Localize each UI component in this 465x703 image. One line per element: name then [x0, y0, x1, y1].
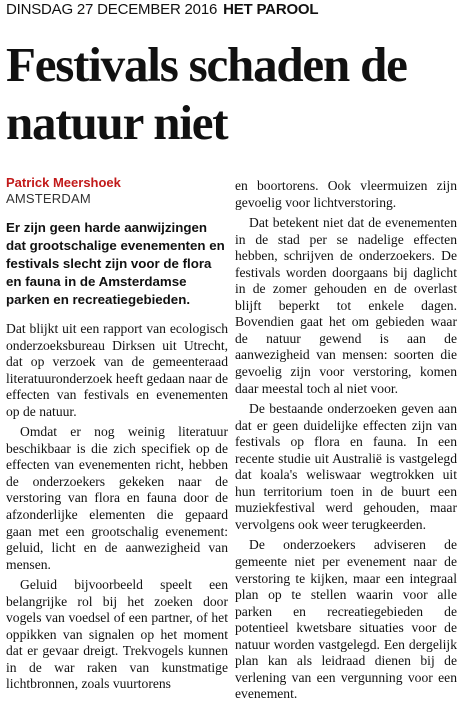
body-paragraph: Geluid bijvoorbeeld speelt een belangrijke rol bij het zoeken door vogels van voedsel of een partner, of het oppikken van signalen op het moment dat er gevaar dreigt. Trekvogels kunnen in de war raken van kunstmatige lichtbronnen, zoals vuurtorens — [6, 577, 228, 692]
article-lead: Er zijn geen harde aanwijzingen dat grootschalige evenementen en festivals slecht zijn voor de flora en fauna in de Amsterdamse parken en recreatiegebieden. — [6, 220, 225, 307]
body-paragraph: Dat blijkt uit een rapport van ecologisch onderzoeksbureau Dirksen uit Utrecht, dat op verzoek van de gemeenteraad literatuuronderzoek heeft gedaan naar de effecten van festivals en evenementen op de natuur. — [6, 321, 228, 419]
author-name: Patrick Meershoek — [6, 175, 121, 190]
byline — [6, 175, 228, 207]
dateline-location: AMSTERDAM — [6, 191, 91, 206]
body-paragraph: De onderzoekers adviseren de gemeente niet per evenement naar de verstoring te kijken, maar een integraal plan op te stellen waarin voor alle parken en recreatiegebieden de potentieel kwetsbare situaties voor de natuur worden vastgelegd. Een dergelijk plan kan als leidraad dienen bij de verlening van een vergunning voor een evenement. — [235, 537, 457, 702]
body-paragraph: De bestaande onderzoeken geven aan dat er geen duidelijke effecten zijn van festivals op flora en fauna. In een recente studie uit Australië is vastgelegd dat koala's weliswaar wegtrokken uit hun territorium toen in de buurt een muziekfestival werd gehouden, maar vervolgens ook weer terugkeerden. — [235, 401, 457, 532]
article-column-left — [6, 175, 228, 693]
masthead — [6, 0, 460, 20]
masthead-date: DINSDAG 27 DECEMBER 2016 — [6, 1, 218, 18]
newspaper-name: HET PAROOL — [223, 1, 319, 18]
article-column-right — [235, 178, 457, 703]
article-headline: Festivals schaden de natuur niet — [6, 37, 407, 150]
body-paragraph: Omdat er nog weinig literatuur beschikbaar is die zich specifiek op de effecten van evenementen richt, hebben de onderzoekers gekeken naar de verstoring van flora en fauna door de afzonderlijke elementen die gepaard gaan met een grootschalig evenement: geluid, licht en de aanwezigheid van mensen. — [6, 424, 228, 572]
body-paragraph: Dat betekent niet dat de evenementen in de stad per se nadelige effecten hebben, schrijven de onderzoekers. De festivals worden doorgaans bij daglicht in de zomer gehouden en de overlast blijft beperkt tot enkele dagen. Bovendien gaat het om gebieden waar de natuur gewend is aan de aanwezigheid van mensen: soorten die gevoelig zijn voor verstoring, komen daar meestal toch al niet voor. — [235, 215, 457, 396]
body-paragraph-continued: en boortorens. Ook vleermuizen zijn gevoelig voor lichtverstoring. — [235, 178, 457, 210]
